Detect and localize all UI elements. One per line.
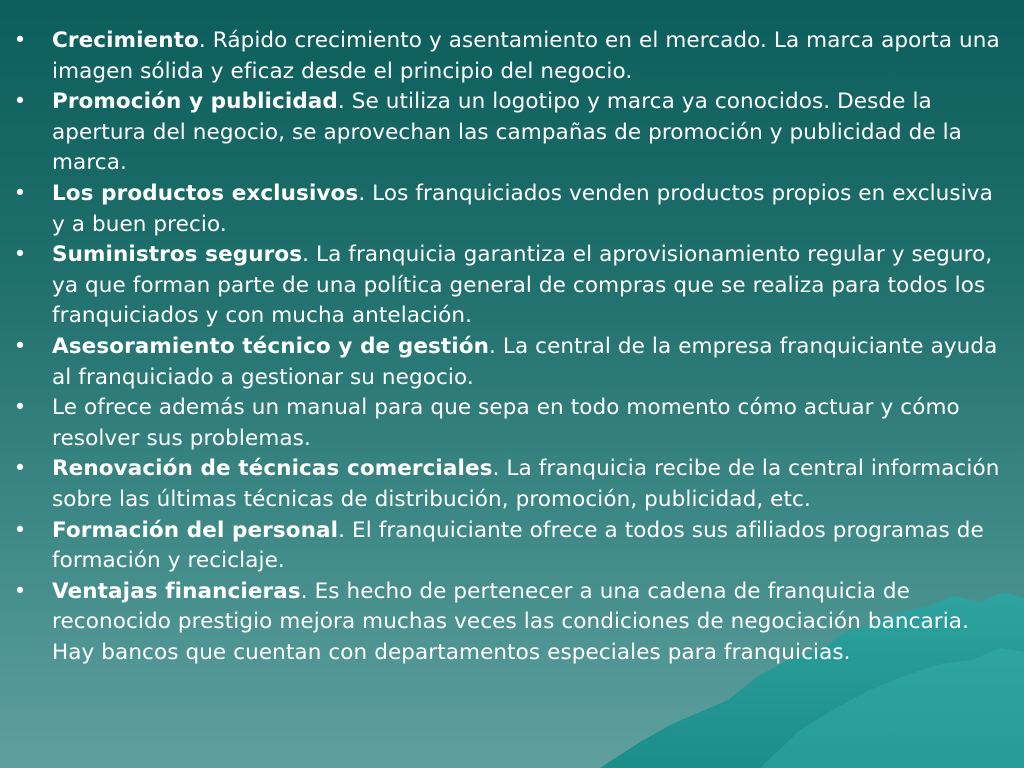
list-item	[10, 516, 1010, 577]
item-text: . Se utiliza un logotipo y marca ya conocidos. Desde la apertura del negocio, se aprovechan las campañas de promoción y publicidad de la marca.	[52, 89, 962, 176]
item-title: Crecimiento	[52, 28, 199, 53]
list-item	[10, 26, 1010, 87]
item-text: . Es hecho de pertenecer a una cadena de franquicia de reconocido prestigio mejora muchas veces las condiciones de negociación bancaria. Hay bancos que cuentan con departamentos especiales para franquicias.	[52, 578, 969, 665]
bullet-marker: •	[13, 180, 27, 206]
item-text: . La franquicia recibe de la central información sobre las últimas técnicas de distribución, promoción, publicidad, etc.	[52, 456, 1000, 512]
list-item	[10, 332, 1010, 393]
list-item	[10, 577, 1010, 669]
item-text: . El franquiciante ofrece a todos sus afiliados programas de formación y reciclaje.	[52, 517, 984, 574]
item-text: . La central de la empresa franquiciante ayuda al franquiciado a gestionar su negocio.	[52, 333, 998, 390]
item-title: Promoción y publicidad	[52, 89, 338, 115]
item-text: Le ofrece además un manual para que sepa en todo momento cómo actuar y cómo resolver sus problemas.	[52, 395, 960, 451]
list-item	[10, 179, 1010, 240]
bullet-marker: •	[13, 456, 27, 482]
list-item	[10, 454, 1010, 515]
item-text: . La franquicia garantiza el aprovisionamiento regular y seguro, ya que forman parte de una política general de compras que se realiza para todos los franquiciados y con mucha antelación.	[52, 242, 993, 329]
bullet-marker: •	[13, 89, 27, 115]
list-item	[10, 87, 1010, 179]
bullet-marker: •	[13, 242, 27, 268]
item-title: Los productos exclusivos	[52, 180, 359, 206]
bullet-marker: •	[13, 333, 27, 359]
item-text: . Los franquiciados venden productos propios en exclusiva y a buen precio.	[52, 180, 993, 237]
item-title: Ventajas financieras	[52, 578, 301, 604]
bullet-marker: •	[13, 578, 27, 604]
list-item	[10, 393, 1010, 454]
item-title: Asesoramiento técnico y de gestión	[52, 333, 490, 359]
item-title: Renovación de técnicas comerciales	[52, 456, 493, 482]
item-title: Suministros seguros	[52, 242, 303, 268]
bullet-marker: •	[13, 395, 27, 421]
bullet-marker: •	[13, 517, 27, 543]
item-title: Formación del personal	[52, 517, 339, 543]
slide-content	[10, 26, 1010, 668]
list-item	[10, 240, 1010, 332]
item-text: . Rápido crecimiento y asentamiento en el mercado. La marca aporta una imagen sólida y eficaz desde el principio del negocio.	[52, 28, 1000, 84]
bullet-marker: •	[13, 28, 27, 53]
bullet-list	[10, 26, 1010, 668]
